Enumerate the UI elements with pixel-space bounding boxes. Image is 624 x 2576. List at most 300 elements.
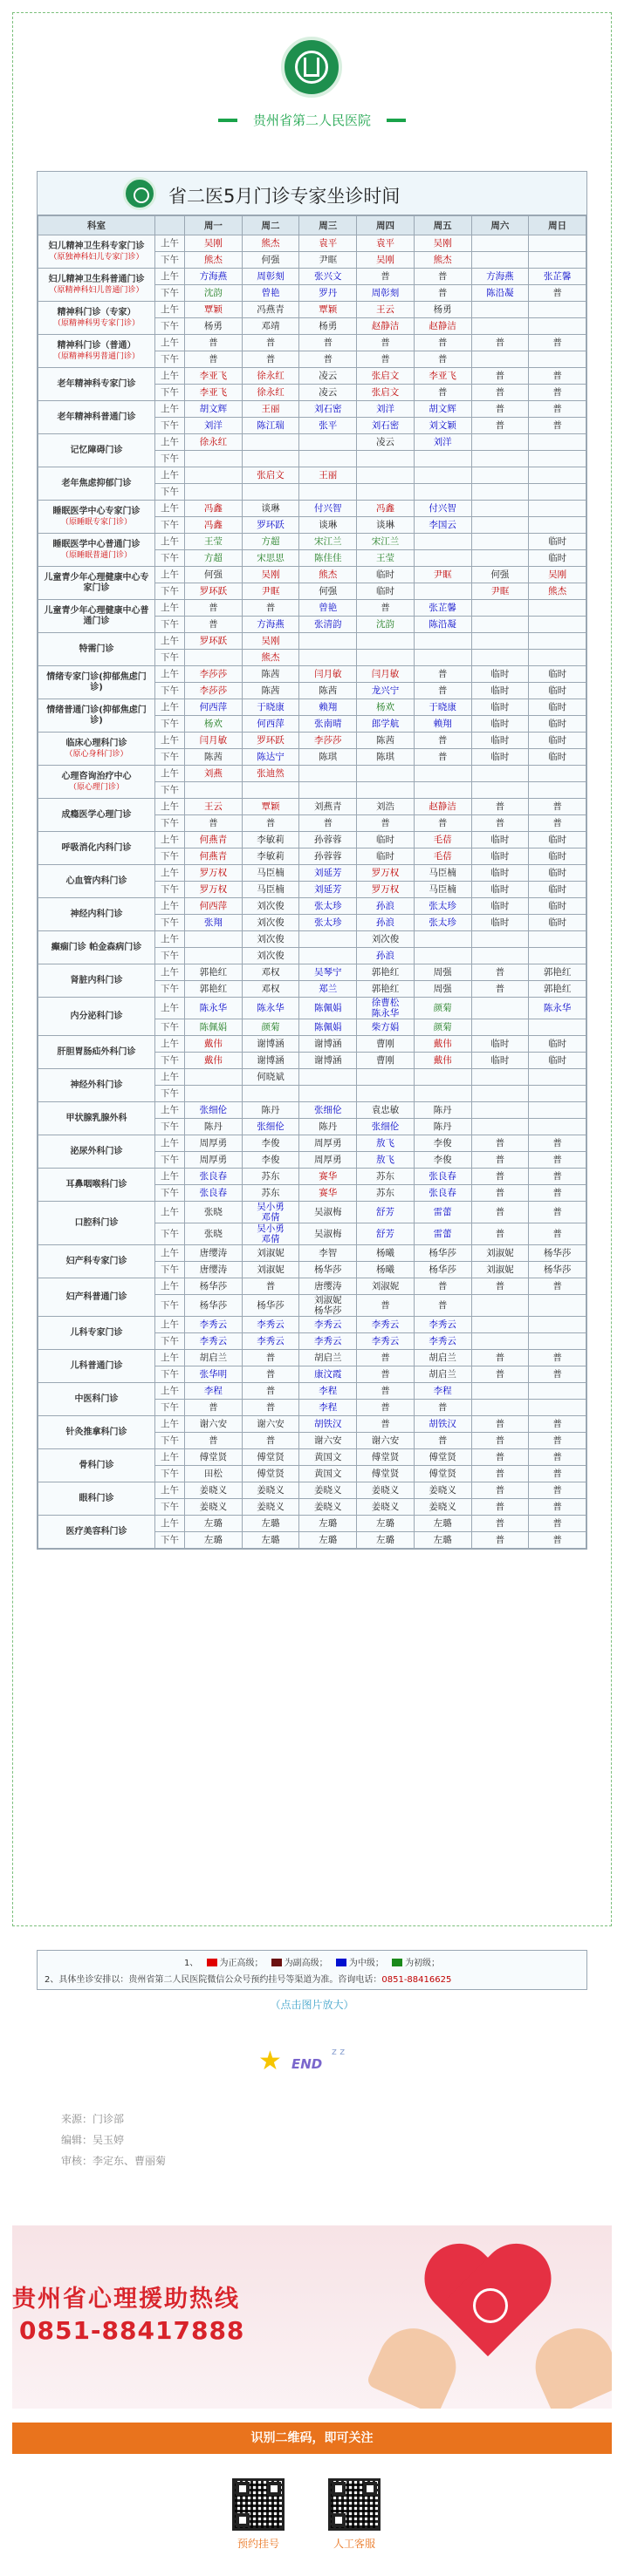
morning-label: 上午 <box>155 1278 185 1295</box>
legend-label-associate: 为副高级； <box>284 1959 328 1968</box>
doctor-cell: 周彰刻 <box>242 269 299 285</box>
doctor-cell: 普 <box>529 385 586 401</box>
doctor-cell: 普 <box>357 351 415 368</box>
doctor-cell: 普 <box>299 335 357 351</box>
department-name <box>38 1383 155 1416</box>
doctor-cell: 曹刚 <box>357 1053 415 1069</box>
doctor-cell: 陈茜 <box>185 749 243 766</box>
doctor-cell <box>299 948 357 964</box>
legend-note <box>45 1972 579 1985</box>
doctor-cell: 陈达宁 <box>242 749 299 766</box>
doctor-cell: 何强 <box>242 252 299 269</box>
department-label: 癫痫门诊 帕金森病门诊 <box>51 942 142 952</box>
doctor-cell: 普 <box>471 1449 529 1466</box>
department-name <box>38 898 155 931</box>
table-row <box>38 368 586 385</box>
doctor-cell <box>471 534 529 550</box>
doctor-cell: 普 <box>529 418 586 434</box>
doctor-cell: 普 <box>242 1366 299 1383</box>
doctor-cell <box>471 252 529 269</box>
department-name <box>38 766 155 799</box>
doctor-cell: 普 <box>242 600 299 617</box>
doctor-cell: 张芷馨 <box>529 269 586 285</box>
department-name <box>38 865 155 898</box>
legend-swatch-junior <box>392 1959 402 1966</box>
doctor-cell: 普 <box>357 1383 415 1400</box>
doctor-cell: 戴伟 <box>185 1053 243 1069</box>
doctor-cell: 杨华莎 <box>414 1245 471 1262</box>
afternoon-label: 下午 <box>155 650 185 666</box>
doctor-cell: 陈永华 <box>242 998 299 1019</box>
doctor-cell: 吴刚 <box>242 633 299 650</box>
doctor-cell: 陈丹 <box>414 1102 471 1119</box>
doctor-cell: 郭艳红 <box>529 981 586 998</box>
banner-hospital-logo <box>473 2288 508 2323</box>
doctor-cell: 龙兴宁 <box>357 683 415 699</box>
doctor-cell <box>471 1317 529 1333</box>
doctor-cell: 李亚飞 <box>185 385 243 401</box>
doctor-cell <box>414 1069 471 1086</box>
doctor-cell: 普 <box>471 418 529 434</box>
doctor-cell: 罗环跃 <box>185 583 243 600</box>
doctor-cell: 苏东 <box>357 1169 415 1185</box>
table-row <box>38 766 586 782</box>
doctor-cell: 普 <box>242 351 299 368</box>
doctor-cell: 临时 <box>471 699 529 716</box>
doctor-cell <box>299 1086 357 1102</box>
afternoon-label: 下午 <box>155 517 185 534</box>
doctor-cell: 普 <box>471 1416 529 1433</box>
doctor-cell: 普 <box>357 269 415 285</box>
doctor-cell: 姜晓义 <box>414 1482 471 1499</box>
doctor-cell: 普 <box>471 981 529 998</box>
doctor-cell: 凌云 <box>299 368 357 385</box>
doctor-cell: 普 <box>529 368 586 385</box>
morning-label: 上午 <box>155 335 185 351</box>
doctor-cell <box>529 302 586 318</box>
doctor-cell: 普 <box>471 1169 529 1185</box>
doctor-cell: 杨华莎 <box>185 1278 243 1295</box>
doctor-cell: 冯燕青 <box>242 302 299 318</box>
doctor-cell: 毛蓓 <box>414 848 471 865</box>
doctor-cell: 孙蓉蓉 <box>299 832 357 848</box>
doctor-cell <box>414 650 471 666</box>
department-name <box>38 368 155 401</box>
doctor-cell <box>529 1295 586 1317</box>
schedule-legend <box>37 1950 587 1990</box>
doctor-cell: 普 <box>529 1499 586 1516</box>
doctor-cell: 傅堂贤 <box>185 1449 243 1466</box>
afternoon-label: 下午 <box>155 882 185 898</box>
table-row <box>38 799 586 815</box>
doctor-cell: 普 <box>185 335 243 351</box>
doctor-cell: 方超 <box>185 550 243 567</box>
doctor-cell: 普 <box>529 1278 586 1295</box>
doctor-cell <box>471 235 529 252</box>
doctor-cell <box>185 931 243 948</box>
doctor-cell <box>471 633 529 650</box>
doctor-cell <box>414 484 471 501</box>
doctor-cell: 普 <box>471 1516 529 1532</box>
doctor-cell: 何强 <box>185 567 243 583</box>
doctor-cell: 普 <box>471 1433 529 1449</box>
doctor-cell: 傅堂贤 <box>357 1449 415 1466</box>
doctor-cell: 罗环跃 <box>242 733 299 749</box>
doctor-cell: 赵静洁 <box>414 318 471 335</box>
doctor-cell: 谢博涵 <box>242 1036 299 1053</box>
doctor-cell: 张晓 <box>185 1202 243 1223</box>
department-label: 成瘾医学心理门诊 <box>61 809 132 820</box>
doctor-cell <box>471 517 529 534</box>
doctor-cell: 李莎莎 <box>185 666 243 683</box>
doctor-cell: 王丽 <box>299 467 357 484</box>
doctor-cell: 临时 <box>529 683 586 699</box>
doctor-cell: 张晓 <box>185 1223 243 1245</box>
doctor-cell: 普 <box>185 1400 243 1416</box>
doctor-cell: 普 <box>185 815 243 832</box>
table-row <box>38 1516 586 1532</box>
doctor-cell: 临时 <box>471 898 529 915</box>
doctor-cell: 张迪然 <box>242 766 299 782</box>
doctor-cell: 陈茜 <box>242 666 299 683</box>
zoom-hint[interactable]: （点击图片放大） <box>270 1999 354 2011</box>
department-label: 针灸推拿科门诊 <box>65 1427 127 1437</box>
doctor-cell: 临时 <box>529 848 586 865</box>
doctor-cell: 覃颖 <box>242 799 299 815</box>
morning-label: 上午 <box>155 269 185 285</box>
table-row <box>38 1383 586 1400</box>
afternoon-label: 下午 <box>155 915 185 931</box>
credits <box>61 2109 166 2171</box>
table-row <box>38 567 586 583</box>
doctor-cell: 谢六安 <box>299 1433 357 1449</box>
doctor-cell <box>529 633 586 650</box>
doctor-cell: 张清韵 <box>299 617 357 633</box>
doctor-cell: 郭艳红 <box>529 964 586 981</box>
doctor-cell: 普 <box>529 1202 586 1223</box>
legend-prefix: 1、 <box>183 1959 199 1968</box>
department-label: 妇儿精神卫生科普通门诊 <box>48 274 145 284</box>
department-label: 肝胆胃肠疝外科门诊 <box>57 1046 136 1057</box>
doctor-cell: 陈佩娟 <box>185 1019 243 1036</box>
doctor-cell <box>471 1295 529 1317</box>
doctor-cell: 苏东 <box>242 1169 299 1185</box>
doctor-cell <box>414 467 471 484</box>
doctor-cell: 刘石密 <box>299 401 357 418</box>
table-row <box>38 1350 586 1366</box>
doctor-cell: 普 <box>471 1202 529 1223</box>
doctor-cell: 何西萍 <box>242 716 299 733</box>
department-note: （原独神科妇儿专家门诊） <box>49 252 144 262</box>
col-header-tue: 周二 <box>242 216 299 235</box>
doctor-cell: 马臣楠 <box>414 865 471 882</box>
doctor-cell: 张华明 <box>185 1366 243 1383</box>
table-row <box>38 1482 586 1499</box>
doctor-cell: 普 <box>471 1185 529 1202</box>
afternoon-label: 下午 <box>155 451 185 467</box>
doctor-cell: 刘淑妮 <box>357 1278 415 1295</box>
doctor-cell <box>185 650 243 666</box>
doctor-cell: 戴伟 <box>414 1053 471 1069</box>
doctor-cell: 普 <box>471 1135 529 1152</box>
doctor-cell: 姜晓义 <box>185 1482 243 1499</box>
doctor-cell: 普 <box>357 335 415 351</box>
doctor-cell: 谢六安 <box>242 1416 299 1433</box>
doctor-cell: 胡启兰 <box>414 1366 471 1383</box>
table-row <box>38 1036 586 1053</box>
doctor-cell: 普 <box>529 1135 586 1152</box>
department-name <box>38 567 155 600</box>
doctor-cell: 刘次俊 <box>242 915 299 931</box>
doctor-cell: 郭艳红 <box>357 964 415 981</box>
doctor-cell: 傅堂贤 <box>414 1449 471 1466</box>
afternoon-label: 下午 <box>155 716 185 733</box>
doctor-cell: 唐缨涛 <box>185 1262 243 1278</box>
department-name <box>38 269 155 302</box>
afternoon-label: 下午 <box>155 550 185 567</box>
doctor-cell: 临时 <box>529 733 586 749</box>
doctor-cell: 杨勇 <box>414 302 471 318</box>
doctor-cell: 张细伦 <box>185 1102 243 1119</box>
doctor-cell: 何晓斌 <box>242 1069 299 1086</box>
doctor-cell: 田松 <box>185 1466 243 1482</box>
doctor-cell: 杨勇 <box>299 318 357 335</box>
doctor-cell <box>357 650 415 666</box>
afternoon-label: 下午 <box>155 782 185 799</box>
department-label: 老年焦虑抑郁门诊 <box>61 478 132 488</box>
doctor-cell: 临时 <box>529 832 586 848</box>
department-name <box>38 1416 155 1449</box>
doctor-cell: 周彰刻 <box>357 285 415 302</box>
department-label: 中医科门诊 <box>74 1394 119 1404</box>
doctor-cell: 郭艳红 <box>185 964 243 981</box>
doctor-cell: 陈茜 <box>299 683 357 699</box>
doctor-cell: 李秀云 <box>242 1333 299 1350</box>
schedule-image[interactable] <box>37 171 587 1550</box>
doctor-cell: 康汶霞 <box>299 1366 357 1383</box>
doctor-cell: 熊杰 <box>242 235 299 252</box>
col-header-department: 科室 <box>38 216 155 235</box>
doctor-cell <box>529 252 586 269</box>
doctor-cell: 普 <box>414 815 471 832</box>
doctor-cell: 何强 <box>471 567 529 583</box>
doctor-cell: 杨勇 <box>185 318 243 335</box>
doctor-cell: 李程 <box>299 1400 357 1416</box>
doctor-cell <box>471 467 529 484</box>
doctor-cell: 周厚勇 <box>299 1135 357 1152</box>
doctor-cell <box>471 484 529 501</box>
doctor-cell: 刘燕 <box>185 766 243 782</box>
morning-label: 上午 <box>155 501 185 517</box>
afternoon-label: 下午 <box>155 318 185 335</box>
department-name <box>38 633 155 666</box>
morning-label: 上午 <box>155 534 185 550</box>
doctor-cell: 闫月敏 <box>357 666 415 683</box>
qr-code-appointment[interactable] <box>232 2478 285 2531</box>
doctor-cell: 普 <box>471 335 529 351</box>
doctor-cell: 孙蓉蓉 <box>299 848 357 865</box>
hotline-banner[interactable] <box>12 2225 612 2409</box>
doctor-cell: 普 <box>414 666 471 683</box>
doctor-cell <box>357 467 415 484</box>
doctor-cell: 周强 <box>414 964 471 981</box>
doctor-cell <box>529 235 586 252</box>
doctor-cell: 王莹 <box>185 534 243 550</box>
doctor-cell: 覃颖 <box>299 302 357 318</box>
doctor-cell: 戴伟 <box>414 1036 471 1053</box>
table-row <box>38 401 586 418</box>
end-mark <box>258 2046 363 2081</box>
morning-label: 上午 <box>155 302 185 318</box>
table-row <box>38 1449 586 1466</box>
morning-label: 上午 <box>155 1135 185 1152</box>
doctor-cell: 沈韵 <box>185 285 243 302</box>
department-note: （原精神科男普通门诊） <box>52 351 140 361</box>
schedule-body <box>38 235 586 1549</box>
doctor-cell: 尹眶 <box>299 252 357 269</box>
doctor-cell: 临时 <box>529 898 586 915</box>
doctor-cell: 普 <box>529 799 586 815</box>
credit-editor: 编辑：吴玉婷 <box>61 2134 125 2146</box>
doctor-cell: 傅堂贤 <box>414 1466 471 1482</box>
morning-label: 上午 <box>155 1383 185 1400</box>
doctor-cell: 敖飞 <box>357 1135 415 1152</box>
doctor-cell: 冯鑫 <box>185 501 243 517</box>
doctor-cell: 左璐 <box>185 1516 243 1532</box>
doctor-cell: 普 <box>471 964 529 981</box>
department-name <box>38 832 155 865</box>
doctor-cell: 周厚勇 <box>185 1152 243 1169</box>
doctor-cell: 杨欢 <box>357 699 415 716</box>
department-name <box>38 1202 155 1245</box>
doctor-cell: 李莎莎 <box>299 733 357 749</box>
doctor-cell <box>185 782 243 799</box>
department-label: 记忆障碍门诊 <box>70 445 123 455</box>
doctor-cell: 邓权 <box>242 964 299 981</box>
department-name <box>38 699 155 733</box>
doctor-cell: 吴刚 <box>242 567 299 583</box>
doctor-cell <box>529 517 586 534</box>
doctor-cell: 刘延芳 <box>299 882 357 898</box>
doctor-cell: 罗丹 <box>299 285 357 302</box>
department-label: 老年精神科专家门诊 <box>57 378 136 389</box>
department-note: （原睡眠普通门诊） <box>60 550 132 560</box>
table-row <box>38 335 586 351</box>
doctor-cell: 姜晓义 <box>357 1482 415 1499</box>
doctor-cell: 舒芳 <box>357 1223 415 1245</box>
department-label: 儿童青少年心理健康中心普通门诊 <box>44 605 149 626</box>
doctor-cell: 姜晓义 <box>242 1482 299 1499</box>
table-row <box>38 1317 586 1333</box>
doctor-cell: 姜晓义 <box>299 1482 357 1499</box>
doctor-cell: 普 <box>357 1366 415 1383</box>
doctor-cell: 陈永华 <box>529 998 586 1019</box>
doctor-cell: 李亚飞 <box>414 368 471 385</box>
department-label: 老年精神科普通门诊 <box>57 412 136 422</box>
doctor-cell: 李俊 <box>414 1152 471 1169</box>
doctor-cell: 郭艳红 <box>357 981 415 998</box>
doctor-cell: 张太珍 <box>299 898 357 915</box>
afternoon-label: 下午 <box>155 1053 185 1069</box>
col-header-thu: 周四 <box>357 216 415 235</box>
doctor-cell: 尹眶 <box>471 583 529 600</box>
doctor-cell: 张细伦 <box>242 1119 299 1135</box>
doctor-cell: 张平 <box>299 418 357 434</box>
morning-label: 上午 <box>155 1102 185 1119</box>
doctor-cell: 李智 <box>299 1245 357 1262</box>
doctor-cell <box>529 1019 586 1036</box>
doctor-cell: 何燕青 <box>185 832 243 848</box>
doctor-cell <box>357 633 415 650</box>
doctor-cell: 郭艳红 <box>185 981 243 998</box>
doctor-cell: 普 <box>357 1295 415 1317</box>
doctor-cell: 普 <box>357 600 415 617</box>
afternoon-label: 下午 <box>155 1333 185 1350</box>
doctor-cell: 刘淑妮 <box>242 1262 299 1278</box>
table-row <box>38 235 586 252</box>
schedule-table <box>38 215 586 1549</box>
department-note: （原心理门诊） <box>68 782 124 792</box>
legend-swatch-middle <box>336 1959 346 1966</box>
doctor-cell <box>299 650 357 666</box>
doctor-cell: 傅堂贤 <box>242 1449 299 1466</box>
doctor-cell: 宋江兰 <box>299 534 357 550</box>
afternoon-label: 下午 <box>155 1185 185 1202</box>
department-name <box>38 1135 155 1169</box>
doctor-cell <box>471 1119 529 1135</box>
department-label: 妇产科普通门诊 <box>65 1291 127 1302</box>
department-name <box>38 467 155 501</box>
qr-code-service[interactable] <box>328 2478 381 2531</box>
department-label: 耳鼻咽喉科门诊 <box>65 1179 127 1189</box>
doctor-cell <box>529 766 586 782</box>
table-row <box>38 865 586 882</box>
doctor-cell <box>471 434 529 451</box>
doctor-cell: 临时 <box>357 567 415 583</box>
doctor-cell <box>185 451 243 467</box>
hospital-logo <box>281 37 342 98</box>
department-name <box>38 501 155 534</box>
doctor-cell: 普 <box>414 351 471 368</box>
doctor-cell: 雷蕾 <box>414 1223 471 1245</box>
morning-label: 上午 <box>155 1202 185 1223</box>
doctor-cell: 张南晴 <box>299 716 357 733</box>
morning-label: 上午 <box>155 368 185 385</box>
afternoon-label: 下午 <box>155 351 185 368</box>
doctor-cell: 临时 <box>529 1053 586 1069</box>
doctor-cell: 刘石密 <box>357 418 415 434</box>
table-row <box>38 998 586 1019</box>
legend-swatch-senior <box>207 1959 217 1966</box>
doctor-cell: 普 <box>242 815 299 832</box>
table-row <box>38 666 586 683</box>
doctor-cell: 孙浪 <box>357 898 415 915</box>
doctor-cell <box>414 633 471 650</box>
doctor-cell: 赛华 <box>299 1185 357 1202</box>
doctor-cell: 罗万权 <box>357 882 415 898</box>
doctor-cell: 宋江兰 <box>357 534 415 550</box>
afternoon-label: 下午 <box>155 1019 185 1036</box>
doctor-cell: 普 <box>529 1516 586 1532</box>
doctor-cell <box>185 467 243 484</box>
doctor-cell: 姜晓义 <box>357 1499 415 1516</box>
doctor-cell: 杨华莎 <box>529 1262 586 1278</box>
doctor-cell: 熊杰 <box>414 252 471 269</box>
table-row <box>38 1135 586 1152</box>
doctor-cell <box>357 1069 415 1086</box>
doctor-cell: 张启文 <box>242 467 299 484</box>
doctor-cell: 临时 <box>471 915 529 931</box>
